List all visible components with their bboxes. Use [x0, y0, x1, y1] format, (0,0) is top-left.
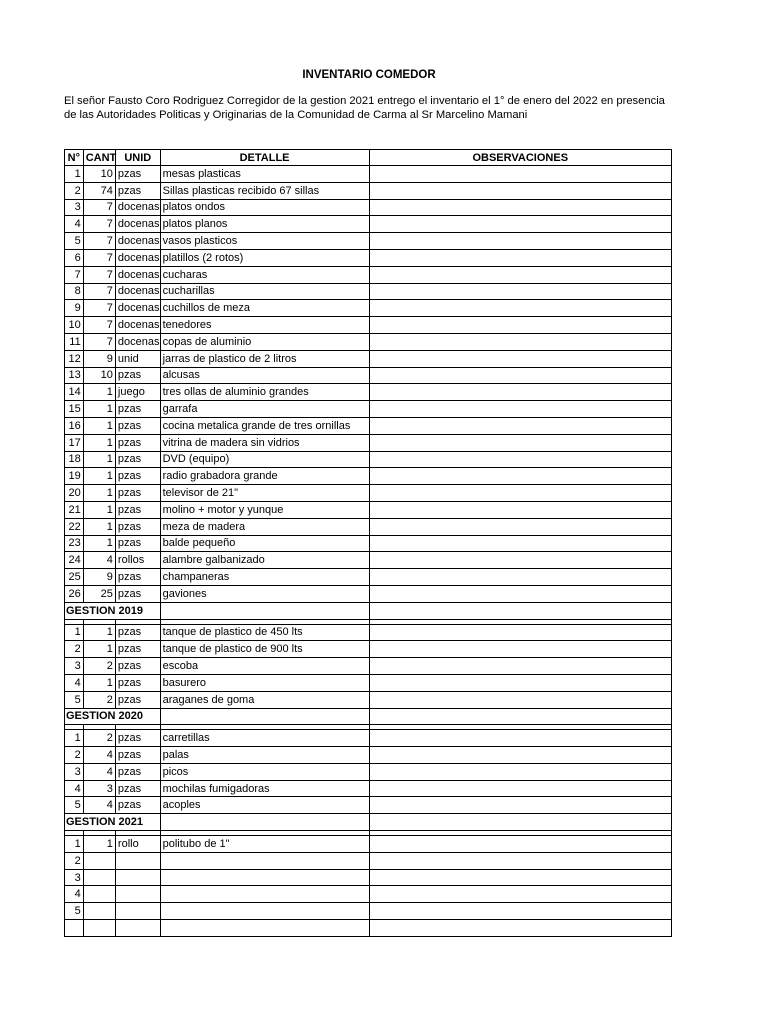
cell-n: 5 — [65, 691, 84, 708]
cell-unid — [115, 903, 160, 920]
cell-detalle: molino + motor y yunque — [160, 501, 369, 518]
cell-cant: 4 — [83, 552, 115, 569]
cell-unid: docenas — [115, 249, 160, 266]
cell-cant: 1 — [83, 451, 115, 468]
cell-observaciones — [369, 216, 671, 233]
table-row — [65, 384, 672, 401]
inventory-table — [64, 149, 672, 937]
cell-unid: pzas — [115, 797, 160, 814]
cell-observaciones — [369, 401, 671, 418]
cell-cant: 7 — [83, 300, 115, 317]
table-row — [65, 518, 672, 535]
table-row — [65, 836, 672, 853]
cell-cant: 3 — [83, 780, 115, 797]
cell-observaciones — [369, 691, 671, 708]
cell-unid: pzas — [115, 401, 160, 418]
cell-unid: pzas — [115, 535, 160, 552]
cell-detalle: basurero — [160, 674, 369, 691]
cell-unid: pzas — [115, 780, 160, 797]
table-row — [65, 350, 672, 367]
cell-detalle: cucharas — [160, 266, 369, 283]
cell-unid: pzas — [115, 658, 160, 675]
cell-n: 5 — [65, 903, 84, 920]
table-row — [65, 417, 672, 434]
cell-observaciones — [369, 641, 671, 658]
cell-observaciones — [369, 501, 671, 518]
cell-unid: pzas — [115, 763, 160, 780]
cell-observaciones — [369, 199, 671, 216]
cell-detalle: picos — [160, 763, 369, 780]
cell-cant: 7 — [83, 266, 115, 283]
section-label-cell — [65, 708, 161, 725]
table-row — [65, 468, 672, 485]
cell-n: 11 — [65, 333, 84, 350]
cell-detalle: vitrina de madera sin vidrios — [160, 434, 369, 451]
cell-unid: pzas — [115, 747, 160, 764]
table-row — [65, 401, 672, 418]
cell-n: 4 — [65, 780, 84, 797]
cell-detalle: balde pequeño — [160, 535, 369, 552]
cell-unid: pzas — [115, 434, 160, 451]
section-label-cell — [65, 814, 161, 831]
cell-observaciones — [369, 300, 671, 317]
section-label: GESTION 2020 — [66, 710, 144, 723]
table-row — [65, 691, 672, 708]
cell-observaciones — [369, 747, 671, 764]
table-row — [65, 920, 672, 937]
cell-detalle — [160, 903, 369, 920]
cell-observaciones — [369, 552, 671, 569]
table-row — [65, 903, 672, 920]
table-row — [65, 624, 672, 641]
cell-unid: pzas — [115, 518, 160, 535]
cell-cant: 1 — [83, 836, 115, 853]
cell-n: 3 — [65, 658, 84, 675]
cell-observaciones — [369, 283, 671, 300]
header-n: N° — [65, 150, 84, 166]
cell-cant: 1 — [83, 434, 115, 451]
cell-cant: 1 — [83, 485, 115, 502]
cell-n: 2 — [65, 182, 84, 199]
table-row — [65, 249, 672, 266]
cell-n: 12 — [65, 350, 84, 367]
cell-cant: 2 — [83, 658, 115, 675]
cell-n: 1 — [65, 730, 84, 747]
cell-detalle — [160, 869, 369, 886]
cell-cant: 25 — [83, 585, 115, 602]
cell-unid: unid — [115, 350, 160, 367]
table-row — [65, 763, 672, 780]
cell-unid: docenas — [115, 283, 160, 300]
table-row — [65, 216, 672, 233]
cell-unid: rollos — [115, 552, 160, 569]
cell-observaciones — [369, 417, 671, 434]
table-row — [65, 317, 672, 334]
cell-detalle: politubo de 1" — [160, 836, 369, 853]
table-row — [65, 797, 672, 814]
page-title: INVENTARIO COMEDOR — [302, 69, 436, 81]
cell-n — [65, 920, 84, 937]
cell-detalle: radio grabadora grande — [160, 468, 369, 485]
cell-unid: pzas — [115, 451, 160, 468]
cell-n: 2 — [65, 852, 84, 869]
table-row — [65, 266, 672, 283]
cell-unid: pzas — [115, 585, 160, 602]
table-row — [65, 552, 672, 569]
cell-n: 16 — [65, 417, 84, 434]
cell-cant: 1 — [83, 468, 115, 485]
cell-observaciones — [369, 836, 671, 853]
cell-cant — [83, 869, 115, 886]
cell-observaciones — [369, 585, 671, 602]
cell-detalle: meza de madera — [160, 518, 369, 535]
cell-n: 23 — [65, 535, 84, 552]
cell-cant: 7 — [83, 333, 115, 350]
table-row — [65, 166, 672, 183]
cell-cant: 9 — [83, 569, 115, 586]
cell-observaciones — [369, 333, 671, 350]
cell-unid: pzas — [115, 730, 160, 747]
cell-n: 2 — [65, 641, 84, 658]
table-row — [65, 658, 672, 675]
cell-unid: pzas — [115, 182, 160, 199]
cell-detalle: DVD (equipo) — [160, 451, 369, 468]
table-row — [65, 535, 672, 552]
table-row — [65, 641, 672, 658]
cell-unid: docenas — [115, 199, 160, 216]
table-row — [65, 501, 672, 518]
cell-unid: pzas — [115, 417, 160, 434]
cell-observaciones — [369, 780, 671, 797]
cell-unid — [115, 920, 160, 937]
header-unid: UNID — [115, 150, 160, 166]
cell-detalle: televisor de 21" — [160, 485, 369, 502]
cell-unid: docenas — [115, 233, 160, 250]
cell-observaciones — [369, 658, 671, 675]
cell-unid: docenas — [115, 300, 160, 317]
cell-unid: pzas — [115, 367, 160, 384]
cell-n: 2 — [65, 747, 84, 764]
section-header-row — [65, 814, 672, 831]
cell-detalle — [160, 920, 369, 937]
cell-cant: 10 — [83, 166, 115, 183]
table-row — [65, 869, 672, 886]
cell-observaciones — [369, 674, 671, 691]
cell-n: 22 — [65, 518, 84, 535]
table-row — [65, 434, 672, 451]
cell-n: 1 — [65, 836, 84, 853]
cell-n: 25 — [65, 569, 84, 586]
cell-observaciones — [369, 763, 671, 780]
table-row — [65, 182, 672, 199]
table-row — [65, 585, 672, 602]
cell-observaciones — [369, 886, 671, 903]
cell-detalle: cuchillos de meza — [160, 300, 369, 317]
cell-n: 19 — [65, 468, 84, 485]
cell-cant: 7 — [83, 283, 115, 300]
intro-paragraph: El señor Fausto Coro Rodriguez Corregidor de la gestion 2021 entrego el inventario el 1° de enero del 2022 en presencia de las Autoridades Politicas y Originarias de la Comunidad de Carma al Sr Marcelino Mamani — [64, 95, 665, 121]
cell-cant: 1 — [83, 417, 115, 434]
cell-cant: 10 — [83, 367, 115, 384]
cell-n: 7 — [65, 266, 84, 283]
cell-observaciones — [369, 852, 671, 869]
cell-detalle: jarras de plastico de 2 litros — [160, 350, 369, 367]
cell-observaciones — [369, 569, 671, 586]
cell-unid: pzas — [115, 641, 160, 658]
cell-n: 4 — [65, 674, 84, 691]
cell-detalle: platos ondos — [160, 199, 369, 216]
cell-observaciones — [369, 317, 671, 334]
section-detalle-cell — [160, 602, 369, 619]
header-row — [65, 150, 672, 166]
header-cant: CANT — [83, 150, 115, 166]
cell-n: 1 — [65, 624, 84, 641]
cell-detalle — [160, 886, 369, 903]
cell-cant: 7 — [83, 233, 115, 250]
cell-detalle: alcusas — [160, 367, 369, 384]
cell-detalle: mochilas fumigadoras — [160, 780, 369, 797]
cell-detalle: mesas plasticas — [160, 166, 369, 183]
cell-detalle: araganes de goma — [160, 691, 369, 708]
cell-cant: 1 — [83, 535, 115, 552]
cell-observaciones — [369, 485, 671, 502]
cell-unid: rollo — [115, 836, 160, 853]
cell-cant: 2 — [83, 691, 115, 708]
cell-n: 17 — [65, 434, 84, 451]
cell-observaciones — [369, 233, 671, 250]
cell-unid: pzas — [115, 624, 160, 641]
cell-n: 18 — [65, 451, 84, 468]
cell-detalle: gaviones — [160, 585, 369, 602]
table-row — [65, 780, 672, 797]
cell-cant — [83, 886, 115, 903]
section-detalle-cell — [160, 814, 369, 831]
cell-cant: 9 — [83, 350, 115, 367]
cell-detalle: alambre galbanizado — [160, 552, 369, 569]
cell-detalle: escoba — [160, 658, 369, 675]
table-row — [65, 333, 672, 350]
table-row — [65, 300, 672, 317]
cell-n: 20 — [65, 485, 84, 502]
cell-unid: pzas — [115, 501, 160, 518]
cell-n: 13 — [65, 367, 84, 384]
cell-cant: 2 — [83, 730, 115, 747]
cell-observaciones — [369, 535, 671, 552]
cell-observaciones — [369, 624, 671, 641]
cell-cant: 7 — [83, 249, 115, 266]
cell-unid: docenas — [115, 216, 160, 233]
cell-cant: 1 — [83, 674, 115, 691]
cell-cant: 1 — [83, 384, 115, 401]
header-detalle: DETALLE — [160, 150, 369, 166]
cell-cant — [83, 920, 115, 937]
cell-detalle: tres ollas de aluminio grandes — [160, 384, 369, 401]
cell-cant: 1 — [83, 641, 115, 658]
cell-unid: pzas — [115, 485, 160, 502]
cell-cant — [83, 903, 115, 920]
section-label: GESTION 2019 — [66, 604, 144, 617]
cell-detalle: tenedores — [160, 317, 369, 334]
table-row — [65, 674, 672, 691]
table-row — [65, 451, 672, 468]
cell-n: 21 — [65, 501, 84, 518]
cell-detalle: tanque de plastico de 450 lts — [160, 624, 369, 641]
cell-observaciones — [369, 451, 671, 468]
cell-cant: 4 — [83, 747, 115, 764]
cell-observaciones — [369, 182, 671, 199]
cell-observaciones — [369, 730, 671, 747]
cell-detalle: copas de aluminio — [160, 333, 369, 350]
table-row — [65, 199, 672, 216]
table-row — [65, 283, 672, 300]
table-row — [65, 569, 672, 586]
section-label: GESTION 2021 — [66, 816, 144, 829]
section-observaciones-cell — [369, 602, 671, 619]
cell-detalle: tanque de plastico de 900 lts — [160, 641, 369, 658]
cell-detalle: palas — [160, 747, 369, 764]
table-row — [65, 485, 672, 502]
cell-detalle: champaneras — [160, 569, 369, 586]
cell-unid: pzas — [115, 468, 160, 485]
cell-n: 14 — [65, 384, 84, 401]
table-row — [65, 747, 672, 764]
cell-cant: 74 — [83, 182, 115, 199]
cell-n: 5 — [65, 233, 84, 250]
cell-unid: pzas — [115, 691, 160, 708]
table-row — [65, 886, 672, 903]
table-row — [65, 730, 672, 747]
cell-observaciones — [369, 434, 671, 451]
cell-detalle: Sillas plasticas recibido 67 sillas — [160, 182, 369, 199]
cell-detalle: acoples — [160, 797, 369, 814]
section-observaciones-cell — [369, 814, 671, 831]
cell-observaciones — [369, 869, 671, 886]
cell-n: 26 — [65, 585, 84, 602]
cell-observaciones — [369, 350, 671, 367]
cell-unid: docenas — [115, 317, 160, 334]
cell-cant: 4 — [83, 763, 115, 780]
cell-observaciones — [369, 249, 671, 266]
cell-unid: pzas — [115, 166, 160, 183]
cell-unid: docenas — [115, 333, 160, 350]
cell-n: 3 — [65, 199, 84, 216]
cell-n: 6 — [65, 249, 84, 266]
cell-observaciones — [369, 166, 671, 183]
section-detalle-cell — [160, 708, 369, 725]
cell-detalle: platos planos — [160, 216, 369, 233]
cell-observaciones — [369, 518, 671, 535]
cell-n: 10 — [65, 317, 84, 334]
cell-cant: 1 — [83, 624, 115, 641]
cell-detalle: cocina metalica grande de tres ornillas — [160, 417, 369, 434]
cell-observaciones — [369, 903, 671, 920]
cell-detalle — [160, 852, 369, 869]
cell-unid: juego — [115, 384, 160, 401]
cell-cant: 1 — [83, 518, 115, 535]
cell-observaciones — [369, 266, 671, 283]
cell-observaciones — [369, 367, 671, 384]
cell-n: 1 — [65, 166, 84, 183]
cell-observaciones — [369, 797, 671, 814]
cell-observaciones — [369, 920, 671, 937]
cell-unid: docenas — [115, 266, 160, 283]
section-header-row — [65, 602, 672, 619]
table-row — [65, 852, 672, 869]
cell-unid — [115, 886, 160, 903]
cell-n: 24 — [65, 552, 84, 569]
cell-cant: 4 — [83, 797, 115, 814]
section-observaciones-cell — [369, 708, 671, 725]
table-row — [65, 367, 672, 384]
cell-n: 3 — [65, 763, 84, 780]
cell-cant: 7 — [83, 216, 115, 233]
cell-cant: 1 — [83, 401, 115, 418]
cell-cant: 1 — [83, 501, 115, 518]
cell-n: 15 — [65, 401, 84, 418]
cell-n: 4 — [65, 886, 84, 903]
cell-cant: 7 — [83, 199, 115, 216]
cell-detalle: platillos (2 rotos) — [160, 249, 369, 266]
cell-unid: pzas — [115, 569, 160, 586]
cell-n: 3 — [65, 869, 84, 886]
cell-n: 8 — [65, 283, 84, 300]
cell-observaciones — [369, 384, 671, 401]
section-header-row — [65, 708, 672, 725]
cell-detalle: cucharillas — [160, 283, 369, 300]
cell-detalle: vasos plasticos — [160, 233, 369, 250]
cell-n: 4 — [65, 216, 84, 233]
cell-n: 5 — [65, 797, 84, 814]
cell-observaciones — [369, 468, 671, 485]
cell-detalle: garrafa — [160, 401, 369, 418]
header-observaciones: OBSERVACIONES — [369, 150, 671, 166]
cell-n: 9 — [65, 300, 84, 317]
cell-cant: 7 — [83, 317, 115, 334]
cell-cant — [83, 852, 115, 869]
cell-unid — [115, 869, 160, 886]
table-row — [65, 233, 672, 250]
section-label-cell — [65, 602, 161, 619]
cell-unid — [115, 852, 160, 869]
cell-detalle: carretillas — [160, 730, 369, 747]
cell-unid: pzas — [115, 674, 160, 691]
